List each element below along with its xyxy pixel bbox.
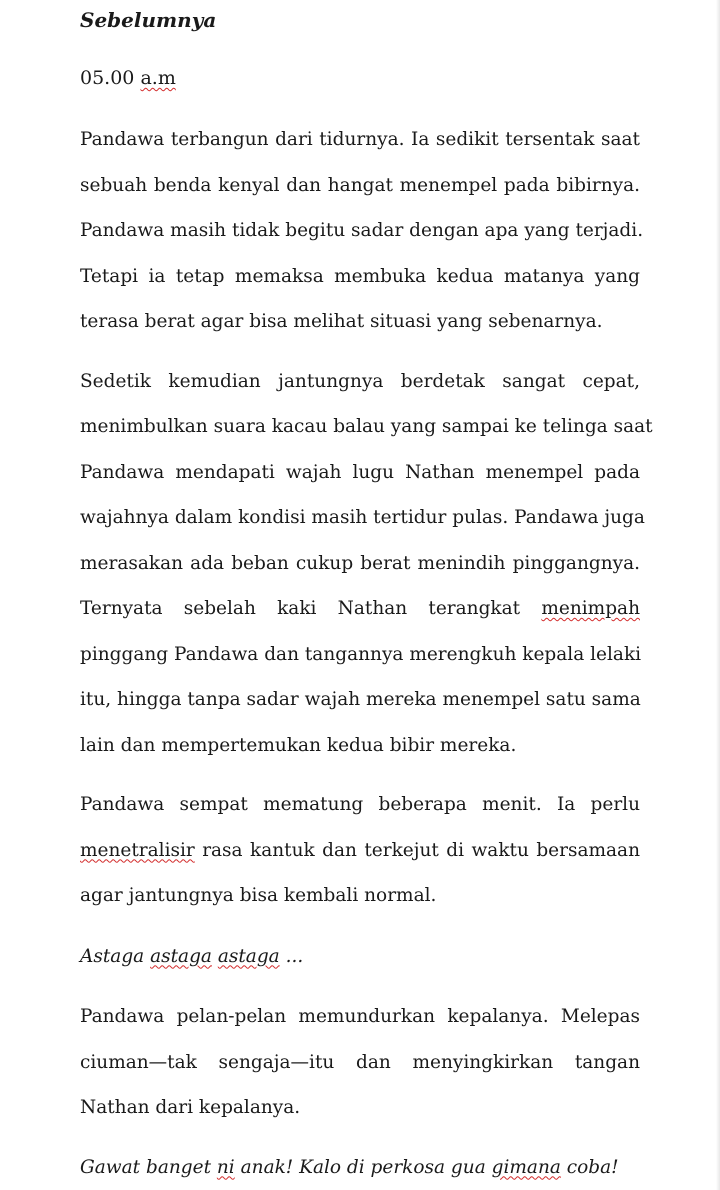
paragraph-1-line: Tetapi ia tetap memaksa membuka kedua matanya yang [80,265,640,287]
paragraph-3 [80,782,640,919]
misspelled-word: gimana [491,1156,561,1178]
paragraph-2-line: pinggang Pandawa dan tangannya merengkuh kepala lelaki [80,643,642,665]
misspelled-word: menimpah [541,598,640,619]
section-heading: Sebelumnya [80,8,217,32]
paragraph-1 [80,117,644,345]
paragraph-2-line: merasakan ada beban cukup berat menindih pinggangnya. [80,552,640,574]
paragraph-3-line: agar jantungnya bisa kembali normal. [80,885,437,906]
paragraph-3-line-text: rasa kantuk dan terkejut di waktu bersamaan [202,839,640,861]
word-astaga: Astaga [80,945,145,967]
paragraph-2-line-text: Ternyata sebelah kaki Nathan terangkat [80,598,521,619]
paragraph-5-line: Nathan dari kepalanya. [80,1097,301,1118]
paragraph-6-text: anak! Kalo di perkosa gua [240,1156,486,1178]
misspelled-word: menetralisir [80,839,195,861]
paragraph-6-line [80,1145,640,1190]
paragraph-3-line: Pandawa sempat mematung beberapa menit. Ia perlu [80,794,640,815]
paragraph-2-line: menimbulkan suara kacau balau yang sampai ke telinga saat [80,416,653,437]
misspelled-word: astaga [150,945,212,967]
time-suffix-misspelled: a.m [140,67,176,89]
paragraph-6-italic [80,1145,640,1190]
paragraph-2-line: lain dan mempertemukan kedua bibir mereka. [80,734,517,756]
paragraph-3-line [80,828,640,874]
paragraph-1-line: sebuah benda kenyal dan hangat menempel pada bibirnya. [80,174,640,196]
paragraph-5-line: Pandawa pelan-pelan memundurkan kepalanya. Melepas [80,1006,640,1027]
ellipsis: ... [285,945,304,967]
paragraph-2-line: Pandawa mendapati wajah lugu Nathan menempel pada [80,461,640,483]
paragraph-2-line [80,586,640,632]
paragraph-1-line: Pandawa terbangun dari tidurnya. Ia sedikit tersentak saat [80,129,640,150]
paragraph-2 [80,359,653,769]
misspelled-word: astaga [217,945,280,967]
paragraph-4-italic [80,934,640,980]
page-edge [716,0,720,1190]
paragraph-2-line: wajahnya dalam kondisi masih tertidur pulas. Pandawa juga [80,507,645,528]
misspelled-word: ni [216,1156,235,1178]
time-value: 05.00 [80,67,135,89]
paragraph-2-line: Sedetik kemudian jantungnya berdetak sangat cepat, [80,370,640,392]
paragraph-5 [80,994,640,1131]
paragraph-2-line: itu, hingga tanpa sadar wajah mereka menempel satu sama [80,689,641,710]
paragraph-4-line [80,934,640,980]
time-stamp [80,64,640,92]
paragraph-5-line: ciuman—tak sengaja—itu dan menyingkirkan tangan [80,1051,640,1073]
paragraph-1-line: terasa berat agar bisa melihat situasi yang sebenarnya. [80,311,603,332]
paragraph-6-text: Gawat banget [80,1156,211,1178]
paragraph-1-line: Pandawa masih tidak begitu sadar dengan apa yang terjadi. [80,220,644,241]
document-content [80,0,653,1190]
paragraph-6-text: coba! [566,1156,619,1178]
